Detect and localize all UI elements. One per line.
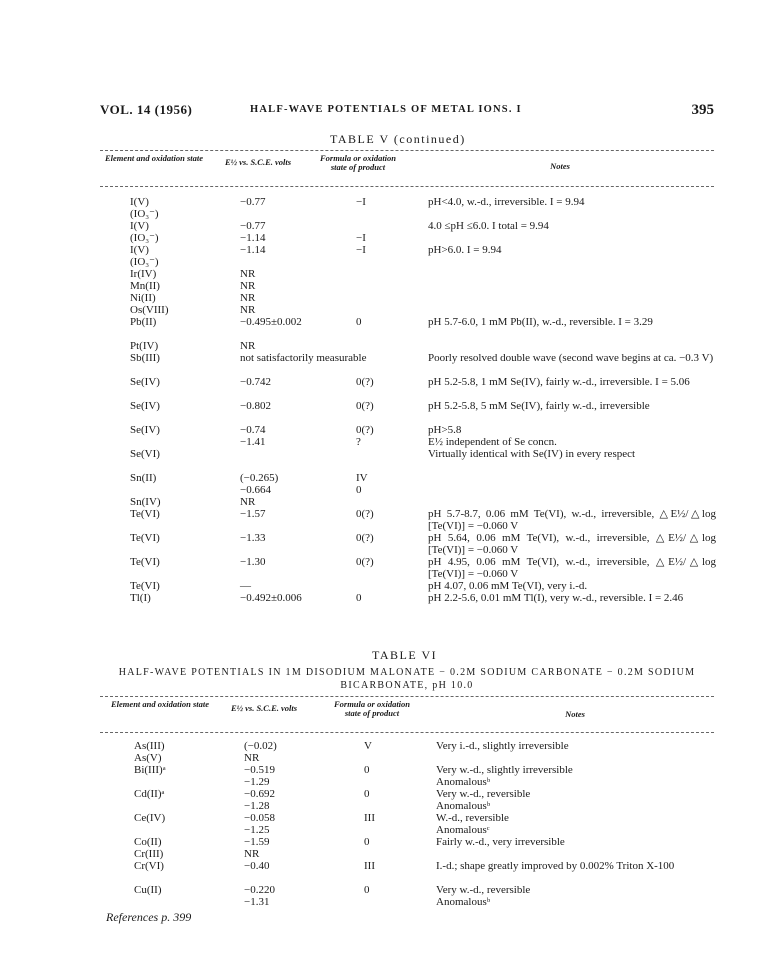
element-cell: (IO₃⁻) [130, 208, 159, 220]
notes-cell: pH<4.0, w.-d., irreversible. I = 9.94 [428, 196, 585, 208]
element-cell: Sn(II) [130, 472, 157, 484]
table6-header-potential: E½ vs. S.C.E. volts [230, 703, 298, 713]
potential-cell: −0.692 [244, 788, 275, 800]
potential-cell: — [240, 580, 251, 592]
element-cell: Te(VI) [130, 556, 160, 568]
element-cell: Mn(II) [130, 280, 160, 292]
element-cell: (IO₃⁻) [130, 256, 159, 268]
table6-header-product: Formula or oxidation state of product [333, 699, 411, 719]
notes-cell: E½ independent of Se concn. [428, 436, 557, 448]
potential-cell: −0.77 [240, 220, 266, 232]
potential-cell: NR [244, 752, 260, 764]
potential-cell: −1.30 [240, 556, 266, 568]
potential-cell: −1.33 [240, 532, 266, 544]
notes-cell: Anomalousᶜ [436, 824, 490, 836]
potential-cell: −0.058 [244, 812, 275, 824]
element-cell: Ir(IV) [130, 268, 157, 280]
table5-header-potential: E½ vs. S.C.E. volts [224, 157, 292, 167]
product-cell: −I [356, 232, 366, 244]
footer-reference: References p. 399 [106, 910, 192, 924]
element-cell: Cr(III) [134, 848, 164, 860]
notes-cell: pH 4.07, 0.06 mM Te(VI), very i.-d. [428, 580, 588, 592]
notes-cell: Poorly resolved double wave (second wave begins at ca. −0.3 V) [428, 352, 714, 364]
potential-cell: −0.742 [240, 376, 271, 388]
product-cell: 0(?) [356, 424, 374, 436]
notes-cell: Fairly w.-d., very irreversible [436, 836, 565, 848]
potential-cell: not satisfactorily measurable [240, 352, 367, 364]
table5-top-rule [100, 150, 714, 151]
element-cell: Te(VI) [130, 508, 160, 520]
running-title: HALF-WAVE POTENTIALS OF METAL IONS. I [250, 104, 522, 115]
product-cell: 0(?) [356, 376, 374, 388]
potential-cell: NR [244, 848, 260, 860]
element-cell: As(III) [134, 740, 165, 752]
potential-cell: −0.77 [240, 196, 266, 208]
product-cell: ? [356, 436, 361, 448]
element-cell: Te(VI) [130, 532, 160, 544]
potential-cell: −1.28 [244, 800, 270, 812]
potential-cell: −0.74 [240, 424, 266, 436]
element-cell: I(V) [130, 220, 149, 232]
notes-cell: Very w.-d., slightly irreversible [436, 764, 573, 776]
table5-title: TABLE V (continued) [330, 132, 466, 146]
element-cell: Te(VI) [130, 580, 160, 592]
potential-cell: NR [240, 340, 256, 352]
potential-cell: NR [240, 496, 256, 508]
potential-cell: −0.492±0.006 [240, 592, 302, 604]
element-cell: I(V) [130, 244, 149, 256]
volume-label: VOL. 14 (1956) [100, 102, 193, 117]
table6-header-element: Element and oxidation state [111, 699, 209, 709]
element-cell: Ce(IV) [134, 812, 166, 824]
table6-top-rule [100, 696, 714, 697]
element-cell: Bi(III)ᵃ [134, 764, 166, 776]
notes-cell: pH>6.0. I = 9.94 [428, 244, 502, 256]
notes-cell: 4.0 ≤pH ≤6.0. I total = 9.94 [428, 220, 549, 232]
notes-cell: pH 5.7-8.7, 0.06 mM Te(VI), w.-d., irreversible, △E½/△log [Te(VI)] = −0.060 V [428, 508, 716, 532]
product-cell: 0 [364, 764, 370, 776]
notes-cell: pH 2.2-5.6, 0.01 mM Tl(I), very w.-d., reversible. I = 2.46 [428, 592, 684, 604]
notes-cell: W.-d., reversible [436, 812, 509, 824]
product-cell: IV [356, 472, 368, 484]
notes-cell: Virtually identical with Se(IV) in every respect [428, 448, 636, 460]
notes-cell: pH 5.64, 0.06 mM Te(VI), w.-d., irreversible, △E½/△log [Te(VI)] = −0.060 V [428, 532, 716, 556]
product-cell: 0 [364, 836, 370, 848]
table6-header-rule [100, 732, 714, 733]
potential-cell: −0.220 [244, 884, 275, 896]
potential-cell: −1.57 [240, 508, 266, 520]
potential-cell: −0.802 [240, 400, 271, 412]
product-cell: −I [356, 196, 366, 208]
notes-cell: Very i.-d., slightly irreversible [436, 740, 569, 752]
product-cell: III [364, 812, 375, 824]
notes-cell: pH 5.7-6.0, 1 mM Pb(II), w.-d., reversible. I = 3.29 [428, 316, 653, 328]
element-cell: I(V) [130, 196, 149, 208]
potential-cell: −1.29 [244, 776, 270, 788]
running-head [100, 102, 714, 122]
notes-cell: Anomalousᵇ [436, 800, 491, 812]
potential-cell: NR [240, 304, 256, 316]
product-cell: 0(?) [356, 400, 374, 412]
element-cell: Se(IV) [130, 376, 160, 388]
element-cell: Ni(II) [130, 292, 156, 304]
product-cell: 0 [364, 788, 370, 800]
product-cell: −I [356, 244, 366, 256]
potential-cell: NR [240, 280, 256, 292]
table6-title: TABLE VI [372, 648, 438, 662]
product-cell: 0 [356, 592, 362, 604]
element-cell: As(V) [134, 752, 162, 764]
potential-cell: −1.31 [244, 896, 270, 908]
notes-cell: pH 5.2-5.8, 5 mM Se(IV), fairly w.-d., irreversible [428, 400, 650, 412]
potential-cell: −1.59 [244, 836, 270, 848]
element-cell: Os(VIII) [130, 304, 169, 316]
potential-cell: (−0.265) [240, 472, 279, 484]
table5-header-product: Formula or oxidation state of product [319, 153, 397, 173]
table5-header-rule [100, 186, 714, 187]
notes-cell: pH 5.2-5.8, 1 mM Se(IV), fairly w.-d., irreversible. I = 5.06 [428, 376, 690, 388]
element-cell: Tl(I) [130, 592, 151, 604]
product-cell: 0(?) [356, 532, 374, 544]
potential-cell: NR [240, 292, 256, 304]
potential-cell: NR [240, 268, 256, 280]
potential-cell: (−0.02) [244, 740, 277, 752]
potential-cell: −0.495±0.002 [240, 316, 302, 328]
table6-caption: HALF-WAVE POTENTIALS IN 1M DISODIUM MALONATE − 0.2M SODIUM CARBONATE − 0.2M SODIUM BICARBONATE, pH 10.0 [118, 667, 696, 691]
notes-cell: pH>5.8 [428, 424, 462, 436]
product-cell: V [364, 740, 372, 752]
product-cell: 0 [364, 884, 370, 896]
potential-cell: −1.14 [240, 244, 266, 256]
product-cell: 0 [356, 484, 362, 496]
element-cell: Sb(III) [130, 352, 160, 364]
element-cell: Cu(II) [134, 884, 162, 896]
potential-cell: −1.41 [240, 436, 266, 448]
notes-cell: Very w.-d., reversible [436, 884, 531, 896]
notes-cell: Anomalousᵇ [436, 776, 491, 788]
notes-cell: I.-d.; shape greatly improved by 0.002% Triton X-100 [436, 860, 675, 872]
notes-cell: pH 4.95, 0.06 mM Te(VI), w.-d., irreversible, △E½/△log [Te(VI)] = −0.060 V [428, 556, 716, 580]
element-cell: Se(IV) [130, 400, 160, 412]
element-cell: Co(II) [134, 836, 162, 848]
element-cell: Cr(VI) [134, 860, 164, 872]
product-cell: 0(?) [356, 508, 374, 520]
element-cell: Se(VI) [130, 448, 160, 460]
page-number: 395 [691, 102, 714, 118]
potential-cell: −1.14 [240, 232, 266, 244]
element-cell: (IO₃⁻) [130, 232, 159, 244]
element-cell: Pt(IV) [130, 340, 159, 352]
table5-header-notes: Notes [550, 161, 570, 171]
product-cell: 0(?) [356, 556, 374, 568]
potential-cell: −0.664 [240, 484, 271, 496]
potential-cell: −0.519 [244, 764, 275, 776]
element-cell: Pb(II) [130, 316, 157, 328]
product-cell: III [364, 860, 375, 872]
notes-cell: Very w.-d., reversible [436, 788, 531, 800]
potential-cell: −0.40 [244, 860, 270, 872]
element-cell: Se(IV) [130, 424, 160, 436]
notes-cell: Anomalousᵇ [436, 896, 491, 908]
element-cell: Sn(IV) [130, 496, 161, 508]
table6-header-notes: Notes [565, 709, 585, 719]
table5-header-element: Element and oxidation state [105, 153, 203, 163]
potential-cell: −1.25 [244, 824, 270, 836]
element-cell: Cd(II)ᵃ [134, 788, 165, 800]
product-cell: 0 [356, 316, 362, 328]
